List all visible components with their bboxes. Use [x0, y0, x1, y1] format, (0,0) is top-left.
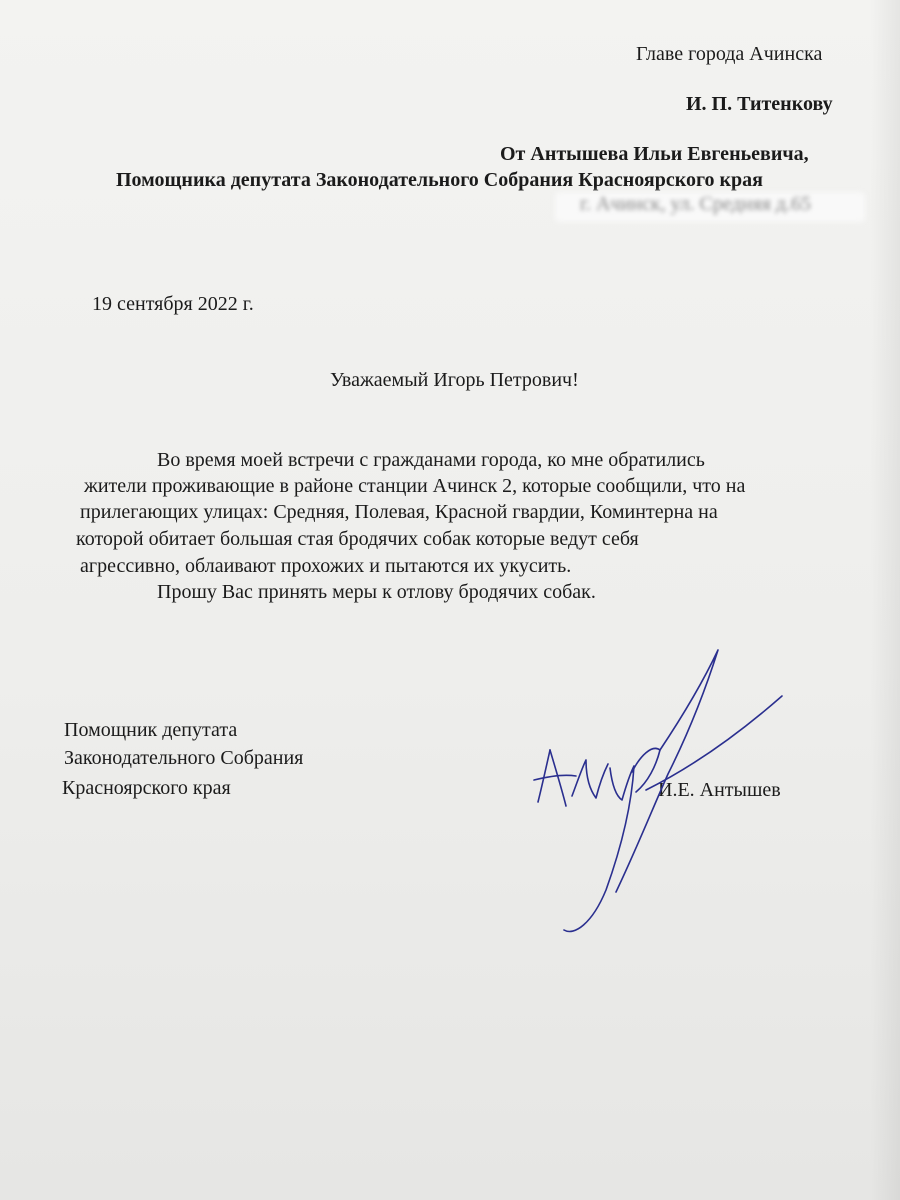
salutation: Уважаемый Игорь Петрович!	[330, 369, 579, 391]
sender-position: Помощника депутата Законодательного Собрания Красноярского края	[116, 169, 764, 191]
body-line: жители проживающие в районе станции Ачинск 2, которые сообщили, что на	[84, 475, 746, 497]
addressee-line: Главе города Ачинска	[636, 43, 823, 65]
addressee-name: И. П. Титенкову	[686, 93, 833, 115]
body-line: которой обитает большая стая бродячих собак которые ведут себя	[76, 528, 639, 550]
signer-title-line: Красноярского края	[62, 777, 231, 799]
sender-line: От Антышева Ильи Евгеньевича,	[500, 143, 809, 165]
letter-date: 19 сентября 2022 г.	[92, 293, 254, 315]
sender-address-redacted: г. Ачинск, ул. Средняя д.65	[580, 193, 811, 215]
body-line: Прошу Вас принять меры к отлову бродячих собак.	[157, 581, 596, 603]
body-line: агрессивно, облаивают прохожих и пытаются их укусить.	[80, 555, 572, 577]
body-line: Во время моей встречи с гражданами города, ко мне обратились	[157, 449, 705, 471]
signer-title-line: Помощник депутата	[64, 719, 238, 741]
signer-name: И.Е. Антышев	[658, 779, 781, 801]
paper-edge-shadow	[870, 0, 900, 1200]
handwritten-signature	[520, 640, 800, 940]
signer-title-line: Законодательного Собрания	[64, 747, 304, 769]
body-line: прилегающих улицах: Средняя, Полевая, Красной гвардии, Коминтерна на	[80, 501, 718, 523]
